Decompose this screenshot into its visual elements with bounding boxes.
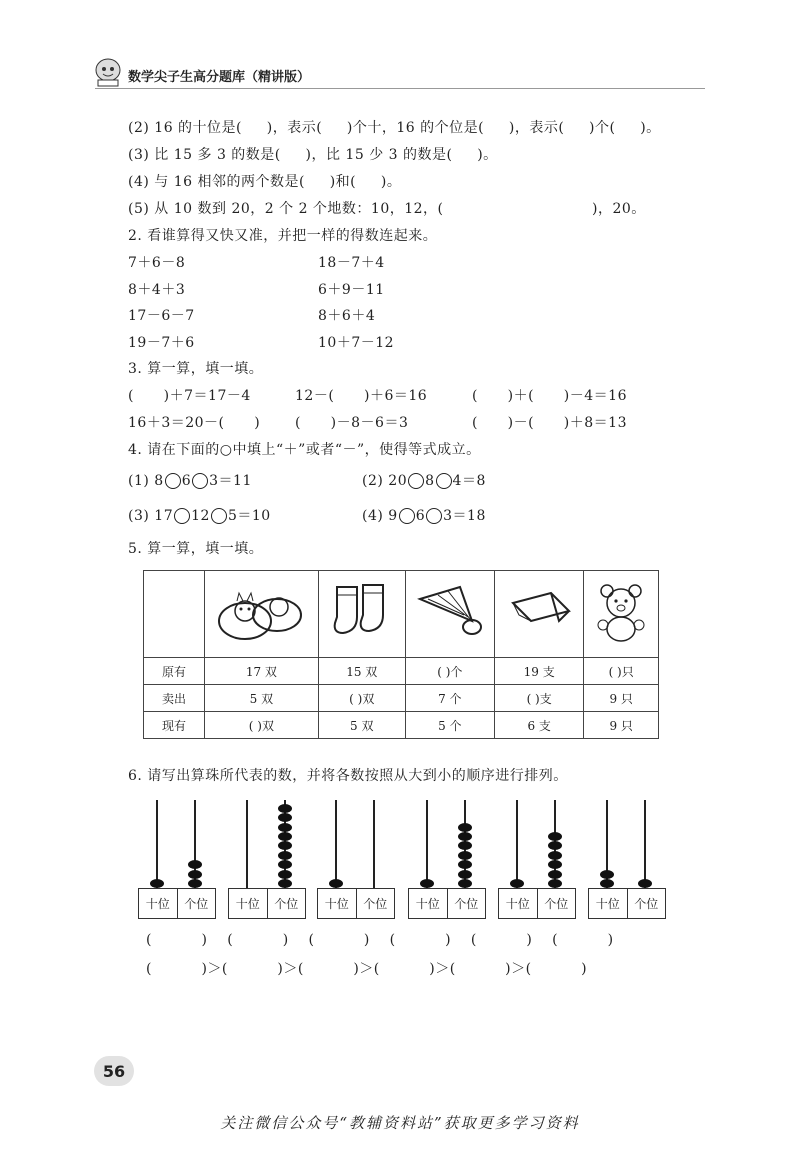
q6-answers-row: ( ) ( ) ( ) ( ) ( ) ( ) <box>146 932 614 948</box>
abacus-bead <box>278 823 292 832</box>
table-cell: 15 双 <box>318 658 405 685</box>
abacus-bead <box>600 879 614 888</box>
blank-circle[interactable] <box>408 473 424 489</box>
q4-item-1 <box>128 470 252 490</box>
tens-label: 十位 <box>499 889 538 918</box>
goods-table <box>143 570 659 739</box>
abacus-bead <box>278 879 292 888</box>
q4-item-1-start: (1) 8 <box>128 473 164 489</box>
tens-rod <box>246 800 248 890</box>
table-cell: 6 支 <box>495 712 584 739</box>
tens-rod <box>156 800 158 890</box>
abacus-bead <box>510 879 524 888</box>
abacus-bead <box>150 879 164 888</box>
q4-item-4-start: (4) 9 <box>362 508 398 524</box>
abacus-bead <box>548 860 562 869</box>
abacus-bead <box>278 813 292 822</box>
abacus-bead <box>458 870 472 879</box>
slippers-icon <box>205 571 319 658</box>
teddy-bear-icon <box>584 571 659 658</box>
q4-title: 4. 请在下面的○中填上“＋”或者“－”，使得等式成立。 <box>128 442 481 458</box>
abacus-bead <box>600 870 614 879</box>
abacus-base <box>317 888 395 919</box>
blank-circle[interactable] <box>399 508 415 524</box>
abacus-bead <box>188 860 202 869</box>
q4-item-4 <box>362 505 486 525</box>
q5-title: 5. 算一算，填一填。 <box>128 541 264 557</box>
tens-rod <box>426 800 428 890</box>
blank-circle[interactable] <box>436 473 452 489</box>
header-divider <box>95 88 705 89</box>
q2-right-3: 8＋6＋4 <box>318 308 376 324</box>
abacus-base <box>588 888 666 919</box>
abacus-bead <box>420 879 434 888</box>
q1-item-2: (2) 16 的十位是( )，表示( )个十，16 的个位是( )，表示( )个( )。 <box>128 120 661 136</box>
abacus-bead <box>278 832 292 841</box>
abacus-bead <box>638 879 652 888</box>
tens-label: 十位 <box>589 889 628 918</box>
ones-label: 个位 <box>184 897 209 911</box>
abacus-bead <box>458 841 472 850</box>
q3-eq-6: ( )－( )＋8＝13 <box>472 415 627 431</box>
q4-item-3-start: (3) 17 <box>128 508 174 524</box>
ones-rod <box>373 800 375 890</box>
tens-rod <box>516 800 518 890</box>
mascot-logo-icon <box>92 56 124 88</box>
q1-item-4: (4) 与 16 相邻的两个数是( )和( )。 <box>128 174 402 190</box>
row-head-original: 原有 <box>144 658 205 685</box>
q4-item-2-end: 4＝8 <box>452 473 486 489</box>
abacus <box>588 800 666 920</box>
q3-eq-3: ( )＋( )－4＝16 <box>472 388 627 404</box>
abacus-base <box>138 888 216 919</box>
footer-note: 关注微信公众号“教辅资料站”获取更多学习资料 <box>220 1114 580 1132</box>
q4-item-1-mid: 6 <box>181 473 192 489</box>
q4-item-3 <box>128 505 271 525</box>
abacus-base <box>498 888 576 919</box>
q3-eq-1: ( )＋7＝17－4 <box>128 388 251 404</box>
ones-label: 个位 <box>634 897 659 911</box>
abacus-bead <box>188 870 202 879</box>
q4-item-4-mid: 6 <box>415 508 426 524</box>
tens-rod <box>335 800 337 890</box>
q2-left-2: 8＋4＋3 <box>128 282 186 298</box>
row-head-sold: 卖出 <box>144 685 205 712</box>
q2-title: 2. 看谁算得又快又准，并把一样的得数连起来。 <box>128 228 438 244</box>
q1-item-3: (3) 比 15 多 3 的数是( )，比 15 少 3 的数是( )。 <box>128 147 498 163</box>
abacus-bead <box>458 879 472 888</box>
q2-right-4: 10＋7－12 <box>318 335 395 351</box>
table-cell: 7 个 <box>405 685 494 712</box>
abacus-base <box>228 888 306 919</box>
book-series-title: 数学尖子生高分题库（精讲版） <box>128 70 311 85</box>
q4-item-2-mid: 8 <box>425 473 435 489</box>
shuttlecock-icon <box>405 571 494 658</box>
table-cell: 5 双 <box>205 685 319 712</box>
abacus-bead <box>278 860 292 869</box>
q4-item-2-start: (2) 20 <box>362 473 408 489</box>
abacus-bead <box>548 841 562 850</box>
abacus-bead <box>548 832 562 841</box>
blank-circle[interactable] <box>174 508 190 524</box>
blank-circle[interactable] <box>192 473 208 489</box>
abacus-base <box>408 888 486 919</box>
ones-label: 个位 <box>454 897 479 911</box>
ones-label: 个位 <box>544 897 569 911</box>
abacus-bead <box>188 879 202 888</box>
abacus-bead <box>548 851 562 860</box>
blank-circle[interactable] <box>165 473 181 489</box>
table-cell: ( )只 <box>584 658 659 685</box>
abacus-bead <box>278 804 292 813</box>
ones-label: 个位 <box>363 897 388 911</box>
abacus-bead <box>458 860 472 869</box>
q3-title: 3. 算一算，填一填。 <box>128 361 264 377</box>
table-cell: ( )双 <box>318 685 405 712</box>
tens-label: 十位 <box>229 889 268 918</box>
blank-circle[interactable] <box>211 508 227 524</box>
abacus-bead <box>278 870 292 879</box>
q4-item-1-end: 3＝11 <box>209 473 252 489</box>
tens-label: 十位 <box>409 889 448 918</box>
blank-circle[interactable] <box>426 508 442 524</box>
q2-right-1: 18－7＋4 <box>318 255 385 271</box>
q4-item-4-end: 3＝18 <box>443 508 486 524</box>
q2-left-3: 17－6－7 <box>128 308 195 324</box>
table-cell: ( )支 <box>495 685 584 712</box>
abacus-bead <box>278 841 292 850</box>
table-corner <box>144 571 205 658</box>
q2-right-2: 6＋9－11 <box>318 282 385 298</box>
table-cell: 9 只 <box>584 685 659 712</box>
abacus <box>317 800 395 920</box>
abacus <box>498 800 576 920</box>
ones-label: 个位 <box>274 897 299 911</box>
socks-icon <box>318 571 405 658</box>
ones-rod <box>644 800 646 890</box>
q3-eq-2: 12－( )＋6＝16 <box>295 388 428 404</box>
table-cell: 17 双 <box>205 658 319 685</box>
q2-left-4: 19－7＋6 <box>128 335 195 351</box>
abacus <box>408 800 486 920</box>
pencil-icon <box>495 571 584 658</box>
q4-item-3-mid: 12 <box>191 508 210 524</box>
tens-label: 十位 <box>318 889 357 918</box>
q4-item-3-end: 5＝10 <box>227 508 271 524</box>
q3-eq-4: 16＋3＝20－( ) <box>128 415 261 431</box>
q3-eq-5: ( )－8－6＝3 <box>295 415 409 431</box>
table-cell: 5 个 <box>405 712 494 739</box>
q1-item-5: (5) 从 10 数到 20，2 个 2 个地数：10，12，( )，20。 <box>128 201 646 217</box>
page-number: 56 <box>94 1056 134 1086</box>
q6-title: 6. 请写出算珠所代表的数，并将各数按照从大到小的顺序进行排列。 <box>128 768 568 784</box>
tens-label: 十位 <box>139 889 178 918</box>
abacus-bead <box>329 879 343 888</box>
q2-left-1: 7＋6－8 <box>128 255 186 271</box>
table-cell: ( )双 <box>205 712 319 739</box>
table-cell: 5 双 <box>318 712 405 739</box>
abacus-bead <box>458 851 472 860</box>
q4-item-2 <box>362 470 486 490</box>
row-head-now: 现有 <box>144 712 205 739</box>
abacus-bead <box>548 879 562 888</box>
table-cell: 9 只 <box>584 712 659 739</box>
q6-order-row: ( )＞( )＞( )＞( )＞( )＞( ) <box>146 961 588 977</box>
abacus <box>228 800 306 920</box>
abacus-bead <box>278 851 292 860</box>
abacus-bead <box>548 870 562 879</box>
abacus <box>138 800 216 920</box>
abacus-bead <box>458 823 472 832</box>
table-cell: ( )个 <box>405 658 494 685</box>
abacus-bead <box>458 832 472 841</box>
table-cell: 19 支 <box>495 658 584 685</box>
